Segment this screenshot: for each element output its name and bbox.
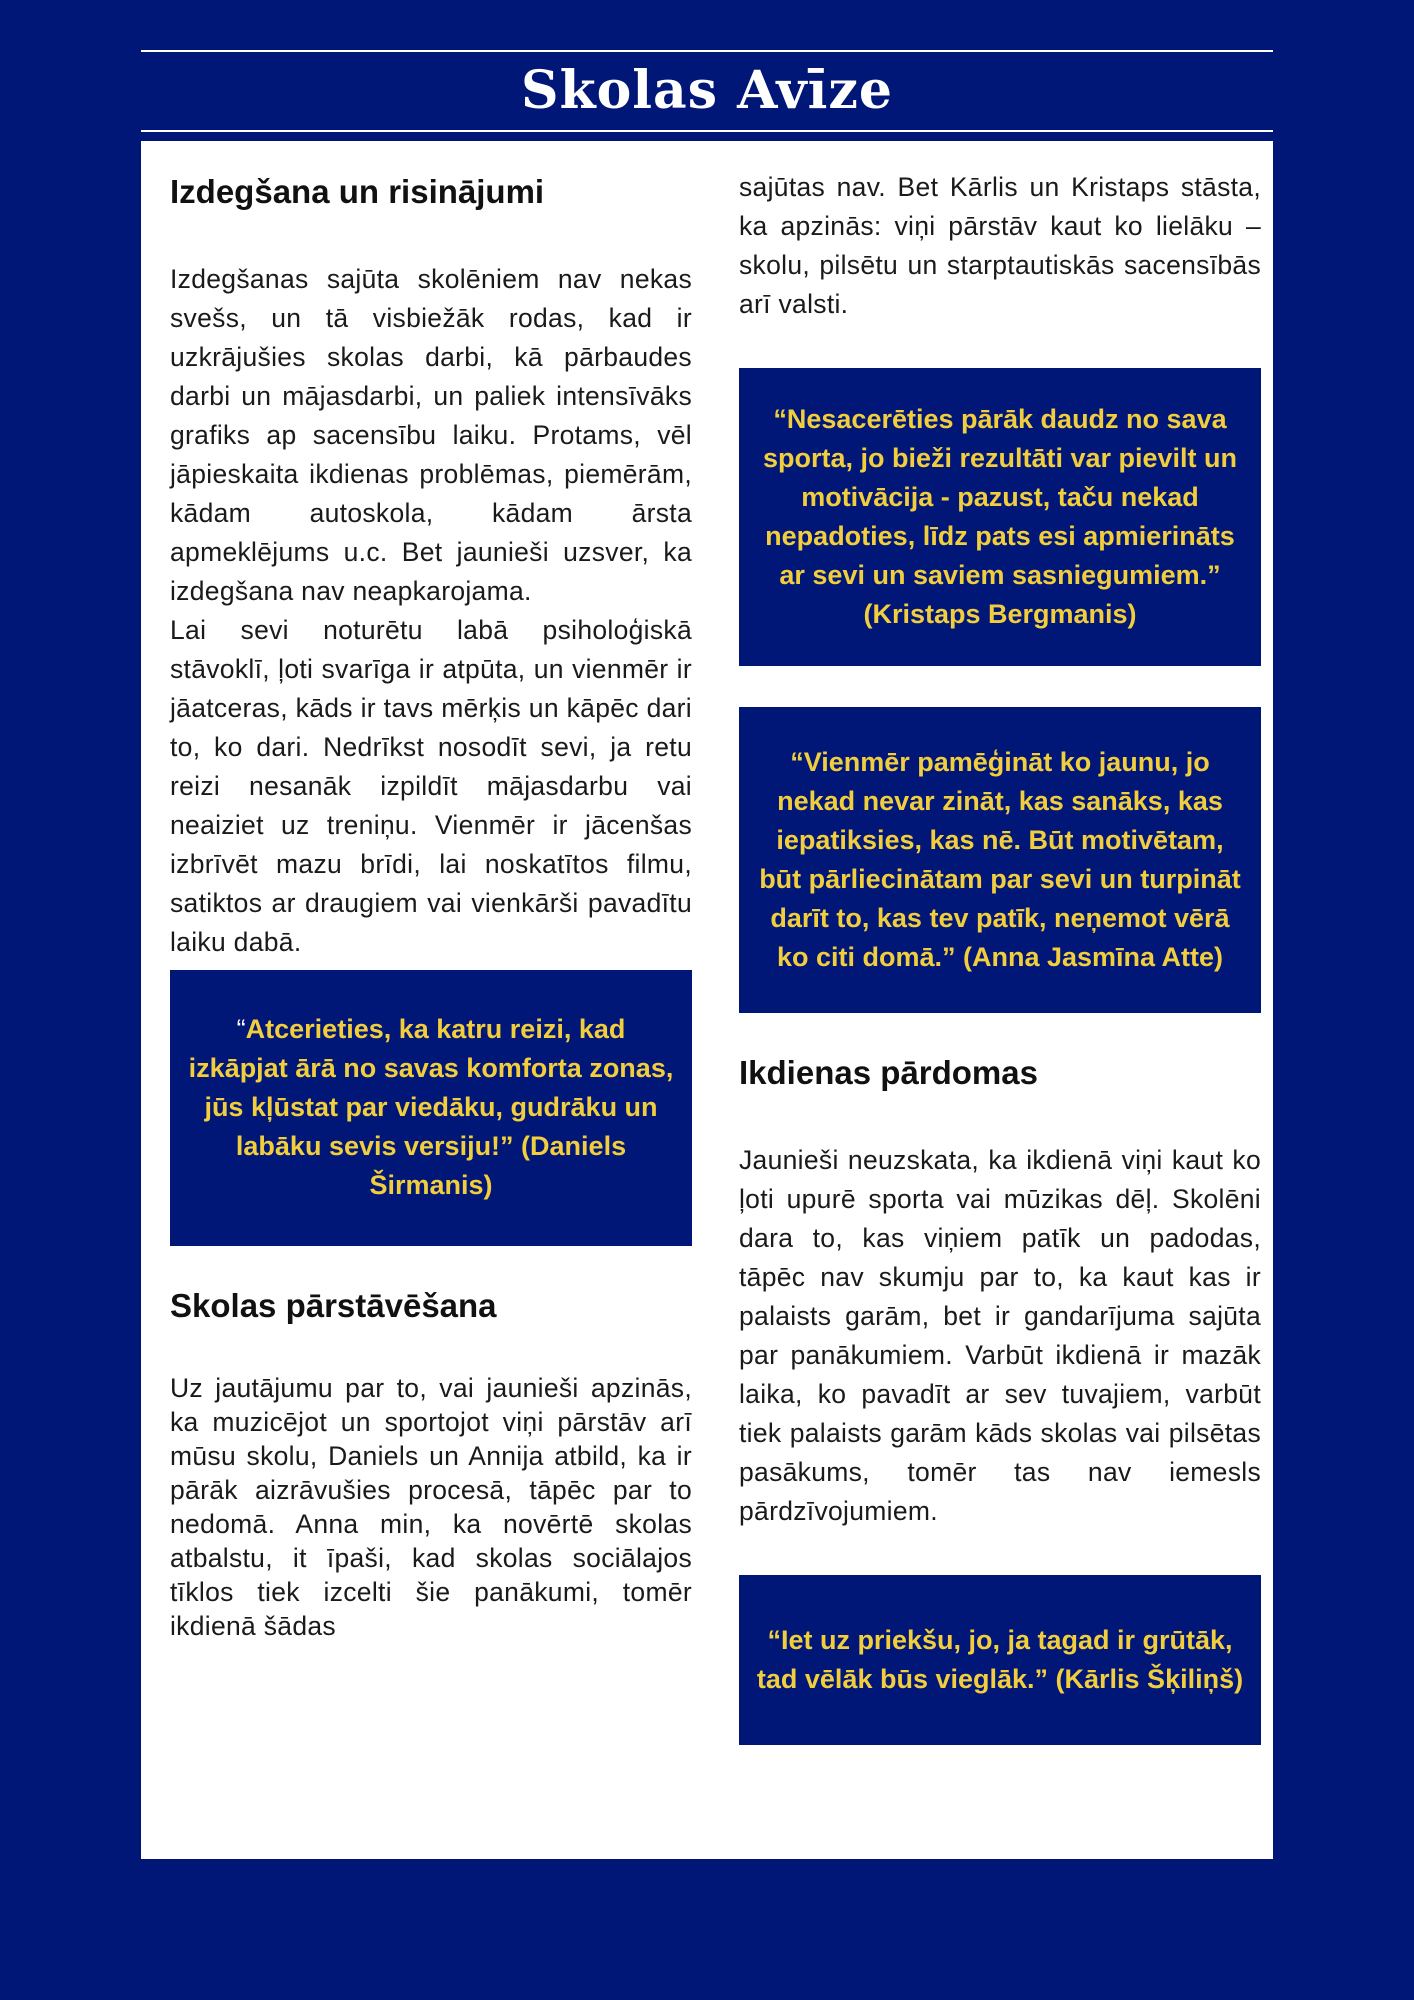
paragraph-burnout-1: Izdegšanas sajūta skolēniem nav nekas svešs, un tā visbiežāk rodas, kad ir uzkrājušies skolas darbi, kā pārbaudes darbi un mājasdarbi, un paliek intensīvāks grafiks ap sacensību laiku. Protams, vēl jāpieskaita ikdienas problēmas, piemērām, kādam autoskola, kādam ārsta apmeklējums u.c. Bet jaunieši uzsver, ka izdegšana nav neapkarojama.	[170, 263, 692, 606]
paragraph-representation: Uz jautājumu par to, vai jaunieši apzinās, ka muzicējot un sportojot viņi pārstāv arī mūsu skolu, Daniels un Annija atbild, ka ir pārāk aizrāvušies procesā, tāpēc par to nedomā. Anna min, ka novērtē skolas atbalstu, it īpaši, kad skolas sociālajos tīklos tiek izcelti šie panākumi, tomēr ikdienā šādas	[170, 1373, 692, 1642]
paragraph-daily: Jaunieši neuzskata, ka ikdienā viņi kaut ko ļoti upurē sporta vai mūzikas dēļ. Skolēni dara to, kas viņiem patīk un padodas, tāpēc nav skumju par to, ka kaut kas ir palaists garām, bet ir gandarījuma sajūta par panākumiem. Varbūt ikdienā ir mazāk laika, ko pavadīt ar sev tuvajiem, varbūt tiek palaists garām kāds skolas vai pilsētas pasākums, tomēr tas nav iemesls pārdzīvojumiem.	[739, 1144, 1261, 1526]
quote-body: Atcerieties, ka katru reizi, kad izkāpjat ārā no savas komforta zonas, jūs kļūstat par viedāku, gudrāku un labāku sevis versiju!” (Daniels Širmanis)	[188, 1014, 674, 1201]
heading-school-representation: Skolas pārstāvēšana	[170, 1286, 497, 1324]
quote-text	[184, 1010, 678, 1205]
heading-burnout: Izdegšana un risinājumi	[170, 173, 545, 210]
left-column	[170, 172, 692, 1643]
masthead	[141, 50, 1273, 132]
quote-text: “Vienmēr pamēģināt ko jaunu, jo nekad nevar zināt, kas sanāks, kas iepatiksies, kas nē. Būt motivētam, būt pārliecinātam par sevi un turpināt darīt to, kas tev patīk, neņemot vērā ko citi domā.” (Anna Jasmīna Atte)	[759, 747, 1241, 972]
quote-box-karlis	[739, 1575, 1261, 1745]
paragraph-burnout-2: Lai sevi noturētu labā psiholoģiskā stāvoklī, ļoti svarīga ir atpūta, un vienmēr ir jāatceras, kāds ir tavs mērķis un kāpēc dari to, ko dari. Nedrīkst nosodīt sevi, ja retu reizi nesanāk izpildīt mājasdarbu vai neaiziet uz treniņu. Vienmēr ir jācenšas izbrīvēt mazu brīdi, lai noskatītos filmu, satiktos ar draugiem vai vienkārši pavadītu laiku dabā.	[170, 614, 692, 957]
quote-box-anna	[739, 707, 1261, 1013]
quote-text: “Nesacerēties pārāk daudz no sava sporta, jo bieži rezultāti var pievilt un motivācija - pazust, taču nekad nepadoties, līdz pats esi apmierināts ar sevi un saviem sasniegumiem.” (Kristaps Bergmanis)	[762, 404, 1238, 629]
heading-daily-reflections: Ikdienas pārdomas	[739, 1054, 1038, 1091]
quote-text: “Iet uz priekšu, jo, ja tagad ir grūtāk, tad vēlāk būs vieglāk.” (Kārlis Šķiliņš)	[756, 1624, 1244, 1694]
quote-open-mark: “	[236, 1014, 246, 1045]
right-column	[739, 172, 1261, 1745]
paragraph-representation-cont: sajūtas nav. Bet Kārlis un Kristaps stāsta, ka apzinās: viņi pārstāv kaut ko lielāku – skolu, pilsētu un starptautiskās sacensībās arī valsti.	[739, 172, 1261, 319]
newspaper-title: Skolas Avīze	[521, 60, 893, 121]
quote-box-daniels	[170, 970, 692, 1246]
quote-box-kristaps	[739, 368, 1261, 666]
